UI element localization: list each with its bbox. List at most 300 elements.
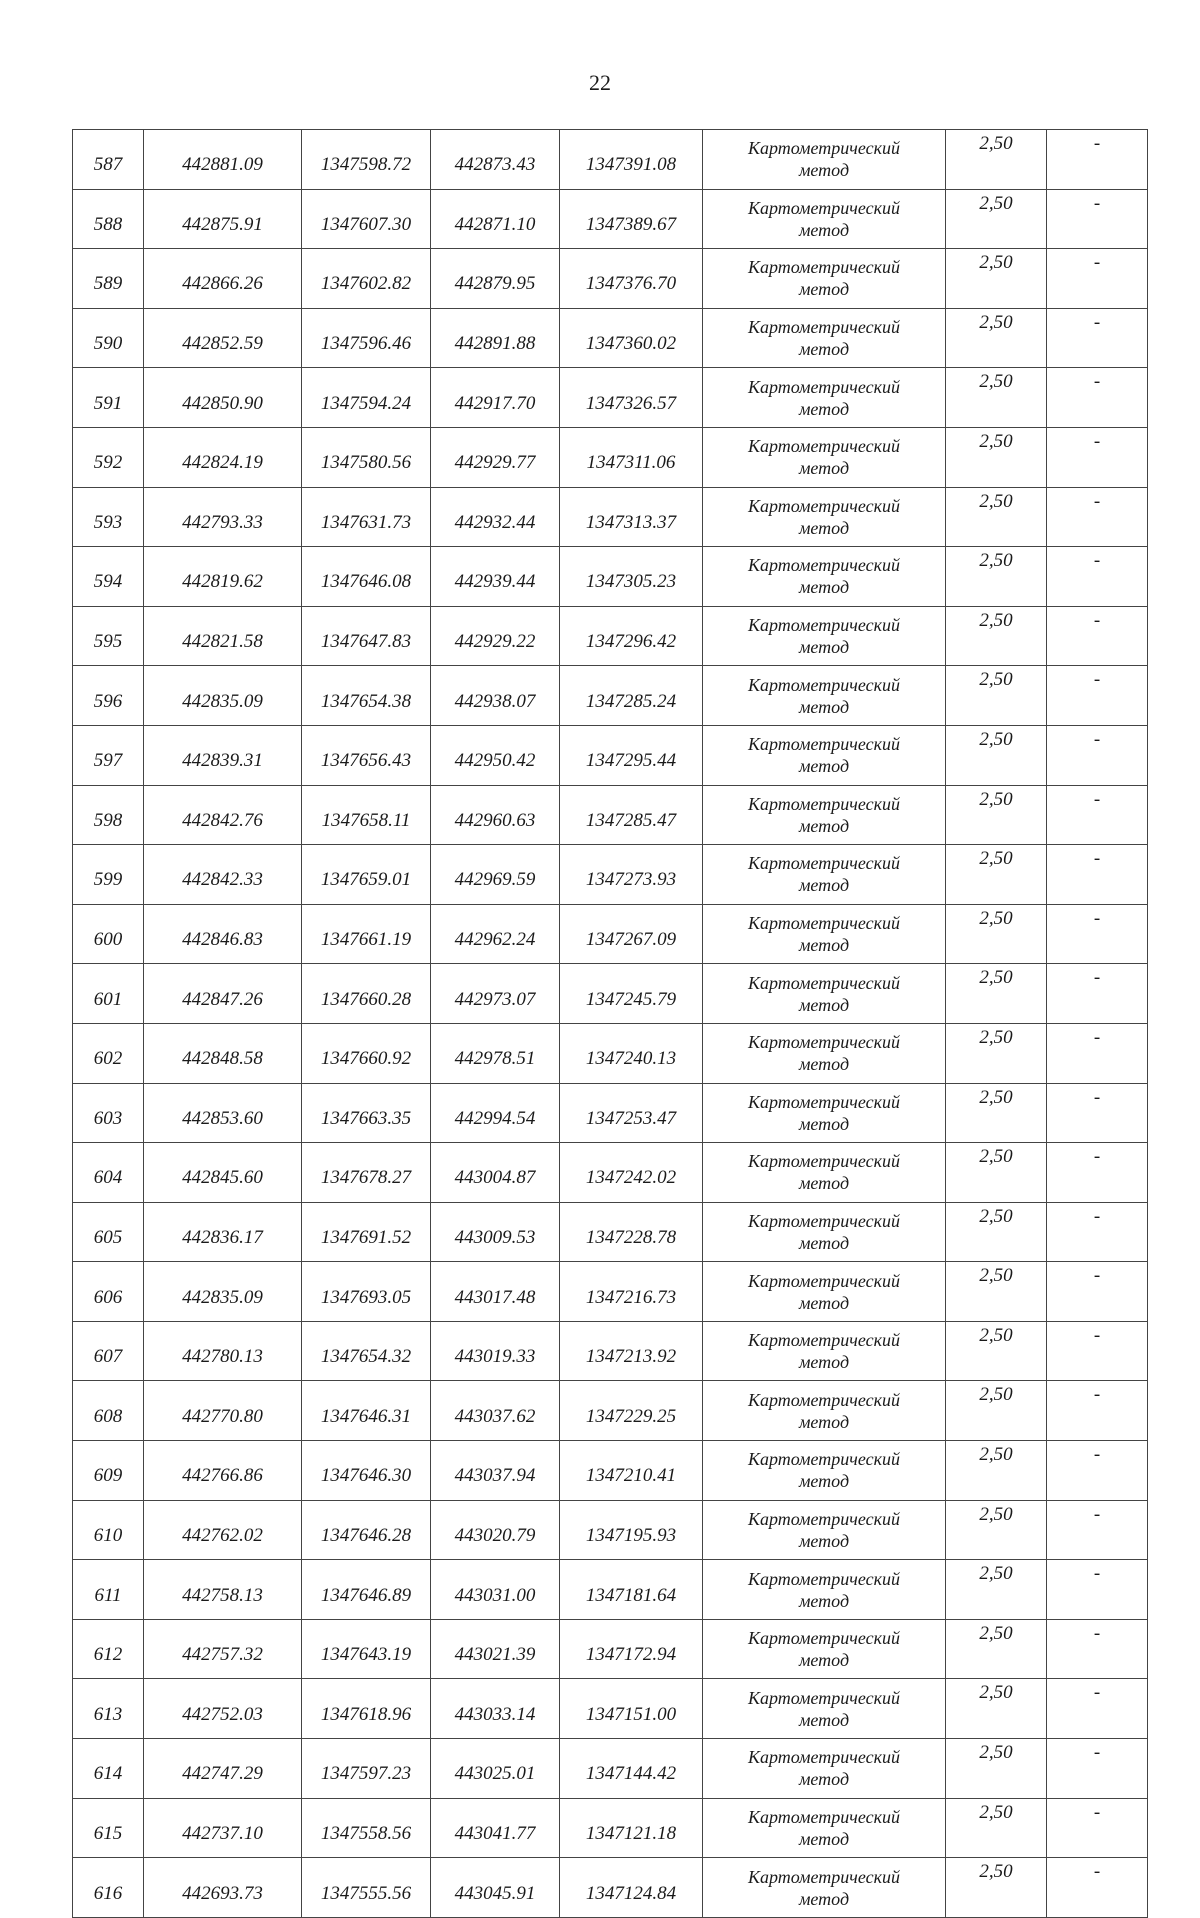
y2-coordinate-cell: 1347391.08 [560,130,703,190]
method-line-1: Картометрический [747,1449,900,1470]
x-coordinate-cell: 442770.80 [144,1381,302,1441]
note-cell: - [1047,189,1148,249]
method-cell [703,725,946,785]
x-coordinate-cell: 442737.10 [144,1798,302,1858]
method-cell [703,368,946,428]
method-cell [703,666,946,726]
table-row [73,487,1148,547]
note-cell: - [1047,904,1148,964]
y2-coordinate-cell: 1347124.84 [560,1858,703,1918]
x2-coordinate-cell: 442917.70 [431,368,560,428]
x-coordinate-cell: 442842.76 [144,785,302,845]
note-cell: - [1047,1441,1148,1501]
y-coordinate-cell: 1347596.46 [302,308,431,368]
x-coordinate-cell: 442848.58 [144,1023,302,1083]
method-line-1: Картометрический [747,972,900,993]
point-number-cell: 604 [73,1143,144,1203]
accuracy-cell: 2,50 [946,1441,1047,1501]
y-coordinate-cell: 1347607.30 [302,189,431,249]
method-line-2: метод [798,1113,850,1134]
x2-coordinate-cell: 442994.54 [431,1083,560,1143]
accuracy-cell: 2,50 [946,1321,1047,1381]
y-coordinate-cell: 1347646.28 [302,1500,431,1560]
point-number-cell: 593 [73,487,144,547]
x-coordinate-cell: 442821.58 [144,606,302,666]
accuracy-cell: 2,50 [946,1143,1047,1203]
point-number-cell: 599 [73,845,144,905]
note-cell: - [1047,130,1148,190]
method-line-1: Картометрический [747,793,900,814]
point-number-cell: 589 [73,249,144,309]
point-number-cell: 588 [73,189,144,249]
method-line-2: метод [798,219,850,240]
method-cell [703,1321,946,1381]
accuracy-cell: 2,50 [946,725,1047,785]
note-cell: - [1047,725,1148,785]
method-cell [703,785,946,845]
table-row [73,249,1148,309]
y2-coordinate-cell: 1347285.24 [560,666,703,726]
point-number-cell: 610 [73,1500,144,1560]
table-row [73,1381,1148,1441]
table-row [73,1202,1148,1262]
y-coordinate-cell: 1347660.28 [302,964,431,1024]
accuracy-cell: 2,50 [946,308,1047,368]
y2-coordinate-cell: 1347213.92 [560,1321,703,1381]
y-coordinate-cell: 1347654.38 [302,666,431,726]
point-number-cell: 614 [73,1739,144,1799]
y2-coordinate-cell: 1347245.79 [560,964,703,1024]
x2-coordinate-cell: 442962.24 [431,904,560,964]
point-number-cell: 606 [73,1262,144,1322]
x-coordinate-cell: 442835.09 [144,1262,302,1322]
y-coordinate-cell: 1347693.05 [302,1262,431,1322]
method-line-1: Картометрический [747,615,900,636]
table-row [73,368,1148,428]
y2-coordinate-cell: 1347151.00 [560,1679,703,1739]
note-cell: - [1047,1023,1148,1083]
method-line-2: метод [798,1709,850,1730]
method-cell [703,1500,946,1560]
x-coordinate-cell: 442866.26 [144,249,302,309]
y2-coordinate-cell: 1347242.02 [560,1143,703,1203]
y-coordinate-cell: 1347598.72 [302,130,431,190]
method-line-2: метод [798,1232,850,1253]
accuracy-cell: 2,50 [946,1500,1047,1560]
table-row [73,964,1148,1024]
x-coordinate-cell: 442846.83 [144,904,302,964]
accuracy-cell: 2,50 [946,487,1047,547]
accuracy-cell: 2,50 [946,666,1047,726]
method-line-2: метод [798,1292,850,1313]
y-coordinate-cell: 1347656.43 [302,725,431,785]
method-line-1: Картометрический [747,853,900,874]
method-line-2: метод [798,1054,850,1075]
x2-coordinate-cell: 443031.00 [431,1560,560,1620]
point-number-cell: 594 [73,547,144,607]
point-number-cell: 587 [73,130,144,190]
note-cell: - [1047,1798,1148,1858]
y-coordinate-cell: 1347643.19 [302,1619,431,1679]
method-cell [703,1023,946,1083]
point-number-cell: 607 [73,1321,144,1381]
note-cell: - [1047,606,1148,666]
accuracy-cell: 2,50 [946,1560,1047,1620]
note-cell: - [1047,249,1148,309]
point-number-cell: 611 [73,1560,144,1620]
y2-coordinate-cell: 1347210.41 [560,1441,703,1501]
accuracy-cell: 2,50 [946,1023,1047,1083]
x-coordinate-cell: 442842.33 [144,845,302,905]
y-coordinate-cell: 1347659.01 [302,845,431,905]
y2-coordinate-cell: 1347313.37 [560,487,703,547]
method-line-2: метод [798,517,850,538]
x-coordinate-cell: 442780.13 [144,1321,302,1381]
point-number-cell: 608 [73,1381,144,1441]
x-coordinate-cell: 442835.09 [144,666,302,726]
x2-coordinate-cell: 442978.51 [431,1023,560,1083]
method-cell [703,1619,946,1679]
table-row [73,1798,1148,1858]
method-cell [703,487,946,547]
x-coordinate-cell: 442853.60 [144,1083,302,1143]
note-cell: - [1047,1202,1148,1262]
method-cell [703,1858,946,1918]
y2-coordinate-cell: 1347181.64 [560,1560,703,1620]
y-coordinate-cell: 1347558.56 [302,1798,431,1858]
table-row [73,1560,1148,1620]
method-line-2: метод [798,756,850,777]
accuracy-cell: 2,50 [946,1262,1047,1322]
x2-coordinate-cell: 442871.10 [431,189,560,249]
point-number-cell: 602 [73,1023,144,1083]
y-coordinate-cell: 1347646.30 [302,1441,431,1501]
y-coordinate-cell: 1347660.92 [302,1023,431,1083]
method-line-1: Картометрический [747,197,900,218]
method-line-2: метод [798,994,850,1015]
x2-coordinate-cell: 443017.48 [431,1262,560,1322]
method-line-1: Картометрический [747,1330,900,1351]
point-number-cell: 605 [73,1202,144,1262]
x-coordinate-cell: 442881.09 [144,130,302,190]
table-row [73,130,1148,190]
y-coordinate-cell: 1347647.83 [302,606,431,666]
method-line-1: Картометрический [747,1806,900,1827]
coordinates-table [72,129,1148,1918]
point-number-cell: 612 [73,1619,144,1679]
table-row [73,1143,1148,1203]
method-line-2: метод [798,1411,850,1432]
method-line-2: метод [798,339,850,360]
point-number-cell: 603 [73,1083,144,1143]
y-coordinate-cell: 1347594.24 [302,368,431,428]
method-line-2: метод [798,1769,850,1790]
accuracy-cell: 2,50 [946,1739,1047,1799]
table-row [73,785,1148,845]
method-line-2: метод [798,1530,850,1551]
y-coordinate-cell: 1347631.73 [302,487,431,547]
x2-coordinate-cell: 442969.59 [431,845,560,905]
x-coordinate-cell: 442847.26 [144,964,302,1024]
y2-coordinate-cell: 1347296.42 [560,606,703,666]
method-cell [703,1381,946,1441]
accuracy-cell: 2,50 [946,1083,1047,1143]
method-line-2: метод [798,577,850,598]
method-line-1: Картометрический [747,138,900,159]
note-cell: - [1047,427,1148,487]
point-number-cell: 616 [73,1858,144,1918]
point-number-cell: 615 [73,1798,144,1858]
method-line-2: метод [798,637,850,658]
method-line-2: метод [798,1590,850,1611]
x2-coordinate-cell: 443037.94 [431,1441,560,1501]
method-cell [703,249,946,309]
y-coordinate-cell: 1347597.23 [302,1739,431,1799]
method-cell [703,606,946,666]
x2-coordinate-cell: 443033.14 [431,1679,560,1739]
note-cell: - [1047,1321,1148,1381]
x-coordinate-cell: 442836.17 [144,1202,302,1262]
method-cell [703,308,946,368]
y-coordinate-cell: 1347646.08 [302,547,431,607]
table-row [73,1023,1148,1083]
y-coordinate-cell: 1347663.35 [302,1083,431,1143]
x-coordinate-cell: 442824.19 [144,427,302,487]
table-row [73,1500,1148,1560]
method-line-2: метод [798,1650,850,1671]
note-cell: - [1047,1619,1148,1679]
x-coordinate-cell: 442845.60 [144,1143,302,1203]
note-cell: - [1047,1083,1148,1143]
x2-coordinate-cell: 442932.44 [431,487,560,547]
method-line-1: Картометрический [747,1508,900,1529]
method-cell [703,130,946,190]
table-row [73,547,1148,607]
method-line-2: метод [798,935,850,956]
table-row [73,845,1148,905]
x2-coordinate-cell: 442929.22 [431,606,560,666]
y2-coordinate-cell: 1347389.67 [560,189,703,249]
note-cell: - [1047,1143,1148,1203]
method-line-1: Картометрический [747,1032,900,1053]
method-cell [703,547,946,607]
y-coordinate-cell: 1347618.96 [302,1679,431,1739]
method-line-2: метод [798,160,850,181]
x2-coordinate-cell: 442873.43 [431,130,560,190]
y2-coordinate-cell: 1347228.78 [560,1202,703,1262]
method-line-1: Картометрический [747,913,900,934]
note-cell: - [1047,785,1148,845]
accuracy-cell: 2,50 [946,1381,1047,1441]
x2-coordinate-cell: 443019.33 [431,1321,560,1381]
table-row [73,1619,1148,1679]
x2-coordinate-cell: 442960.63 [431,785,560,845]
note-cell: - [1047,1679,1148,1739]
method-line-1: Картометрический [747,1270,900,1291]
method-line-1: Картометрический [747,495,900,516]
y2-coordinate-cell: 1347311.06 [560,427,703,487]
accuracy-cell: 2,50 [946,189,1047,249]
y2-coordinate-cell: 1347285.47 [560,785,703,845]
method-line-1: Картометрический [747,1747,900,1768]
y2-coordinate-cell: 1347121.18 [560,1798,703,1858]
method-line-1: Картометрический [747,376,900,397]
method-line-2: метод [798,1173,850,1194]
y-coordinate-cell: 1347602.82 [302,249,431,309]
x-coordinate-cell: 442839.31 [144,725,302,785]
method-line-1: Картометрический [747,674,900,695]
point-number-cell: 598 [73,785,144,845]
x-coordinate-cell: 442819.62 [144,547,302,607]
method-line-2: метод [798,1352,850,1373]
x-coordinate-cell: 442766.86 [144,1441,302,1501]
method-line-2: метод [798,1888,850,1909]
x-coordinate-cell: 442852.59 [144,308,302,368]
y-coordinate-cell: 1347646.31 [302,1381,431,1441]
method-line-2: метод [798,458,850,479]
x2-coordinate-cell: 443009.53 [431,1202,560,1262]
y2-coordinate-cell: 1347253.47 [560,1083,703,1143]
method-cell [703,427,946,487]
note-cell: - [1047,1262,1148,1322]
point-number-cell: 613 [73,1679,144,1739]
accuracy-cell: 2,50 [946,1202,1047,1262]
x2-coordinate-cell: 443021.39 [431,1619,560,1679]
y2-coordinate-cell: 1347229.25 [560,1381,703,1441]
table-row [73,666,1148,726]
method-cell [703,1560,946,1620]
y-coordinate-cell: 1347654.32 [302,1321,431,1381]
method-line-2: метод [798,1471,850,1492]
method-cell [703,1202,946,1262]
y-coordinate-cell: 1347691.52 [302,1202,431,1262]
method-line-1: Картометрический [747,1151,900,1172]
point-number-cell: 590 [73,308,144,368]
y-coordinate-cell: 1347658.11 [302,785,431,845]
page-number: 22 [589,70,611,95]
method-line-1: Картометрический [747,734,900,755]
method-line-1: Картометрический [747,1091,900,1112]
accuracy-cell: 2,50 [946,845,1047,905]
method-line-1: Картометрический [747,317,900,338]
y-coordinate-cell: 1347678.27 [302,1143,431,1203]
x-coordinate-cell: 442875.91 [144,189,302,249]
method-cell [703,964,946,1024]
y2-coordinate-cell: 1347305.23 [560,547,703,607]
accuracy-cell: 2,50 [946,1619,1047,1679]
method-cell [703,1679,946,1739]
method-line-1: Картометрический [747,555,900,576]
y-coordinate-cell: 1347555.56 [302,1858,431,1918]
table-row [73,308,1148,368]
method-cell [703,845,946,905]
accuracy-cell: 2,50 [946,130,1047,190]
x-coordinate-cell: 442758.13 [144,1560,302,1620]
accuracy-cell: 2,50 [946,1679,1047,1739]
table-row [73,427,1148,487]
x2-coordinate-cell: 442938.07 [431,666,560,726]
method-line-1: Картометрический [747,257,900,278]
accuracy-cell: 2,50 [946,547,1047,607]
table-row [73,1858,1148,1918]
note-cell: - [1047,1560,1148,1620]
method-cell [703,904,946,964]
method-line-1: Картометрический [747,1866,900,1887]
note-cell: - [1047,487,1148,547]
method-cell [703,1143,946,1203]
x2-coordinate-cell: 442950.42 [431,725,560,785]
x2-coordinate-cell: 442891.88 [431,308,560,368]
method-cell [703,1798,946,1858]
method-line-2: метод [798,875,850,896]
x-coordinate-cell: 442850.90 [144,368,302,428]
table-row [73,1739,1148,1799]
x2-coordinate-cell: 442879.95 [431,249,560,309]
point-number-cell: 597 [73,725,144,785]
method-cell [703,1083,946,1143]
x-coordinate-cell: 442757.32 [144,1619,302,1679]
method-cell [703,1739,946,1799]
y2-coordinate-cell: 1347267.09 [560,904,703,964]
x2-coordinate-cell: 443025.01 [431,1739,560,1799]
accuracy-cell: 2,50 [946,1858,1047,1918]
y2-coordinate-cell: 1347273.93 [560,845,703,905]
table-row [73,1321,1148,1381]
accuracy-cell: 2,50 [946,606,1047,666]
y2-coordinate-cell: 1347360.02 [560,308,703,368]
note-cell: - [1047,1500,1148,1560]
method-cell [703,189,946,249]
point-number-cell: 595 [73,606,144,666]
x-coordinate-cell: 442762.02 [144,1500,302,1560]
note-cell: - [1047,1858,1148,1918]
y2-coordinate-cell: 1347326.57 [560,368,703,428]
point-number-cell: 596 [73,666,144,726]
method-line-2: метод [798,1828,850,1849]
method-line-1: Картометрический [747,1628,900,1649]
method-cell [703,1262,946,1322]
x-coordinate-cell: 442747.29 [144,1739,302,1799]
point-number-cell: 601 [73,964,144,1024]
method-line-2: метод [798,815,850,836]
method-line-1: Картометрический [747,1568,900,1589]
x2-coordinate-cell: 443041.77 [431,1798,560,1858]
accuracy-cell: 2,50 [946,1798,1047,1858]
x2-coordinate-cell: 443037.62 [431,1381,560,1441]
table-row [73,725,1148,785]
x2-coordinate-cell: 443004.87 [431,1143,560,1203]
method-line-1: Картометрический [747,1687,900,1708]
x-coordinate-cell: 442693.73 [144,1858,302,1918]
note-cell: - [1047,845,1148,905]
accuracy-cell: 2,50 [946,785,1047,845]
table-row [73,1262,1148,1322]
x2-coordinate-cell: 442973.07 [431,964,560,1024]
y2-coordinate-cell: 1347144.42 [560,1739,703,1799]
note-cell: - [1047,1739,1148,1799]
y2-coordinate-cell: 1347240.13 [560,1023,703,1083]
note-cell: - [1047,666,1148,726]
note-cell: - [1047,308,1148,368]
point-number-cell: 609 [73,1441,144,1501]
y-coordinate-cell: 1347580.56 [302,427,431,487]
y2-coordinate-cell: 1347295.44 [560,725,703,785]
point-number-cell: 600 [73,904,144,964]
method-line-1: Картометрический [747,1389,900,1410]
y2-coordinate-cell: 1347376.70 [560,249,703,309]
x2-coordinate-cell: 442939.44 [431,547,560,607]
y2-coordinate-cell: 1347195.93 [560,1500,703,1560]
